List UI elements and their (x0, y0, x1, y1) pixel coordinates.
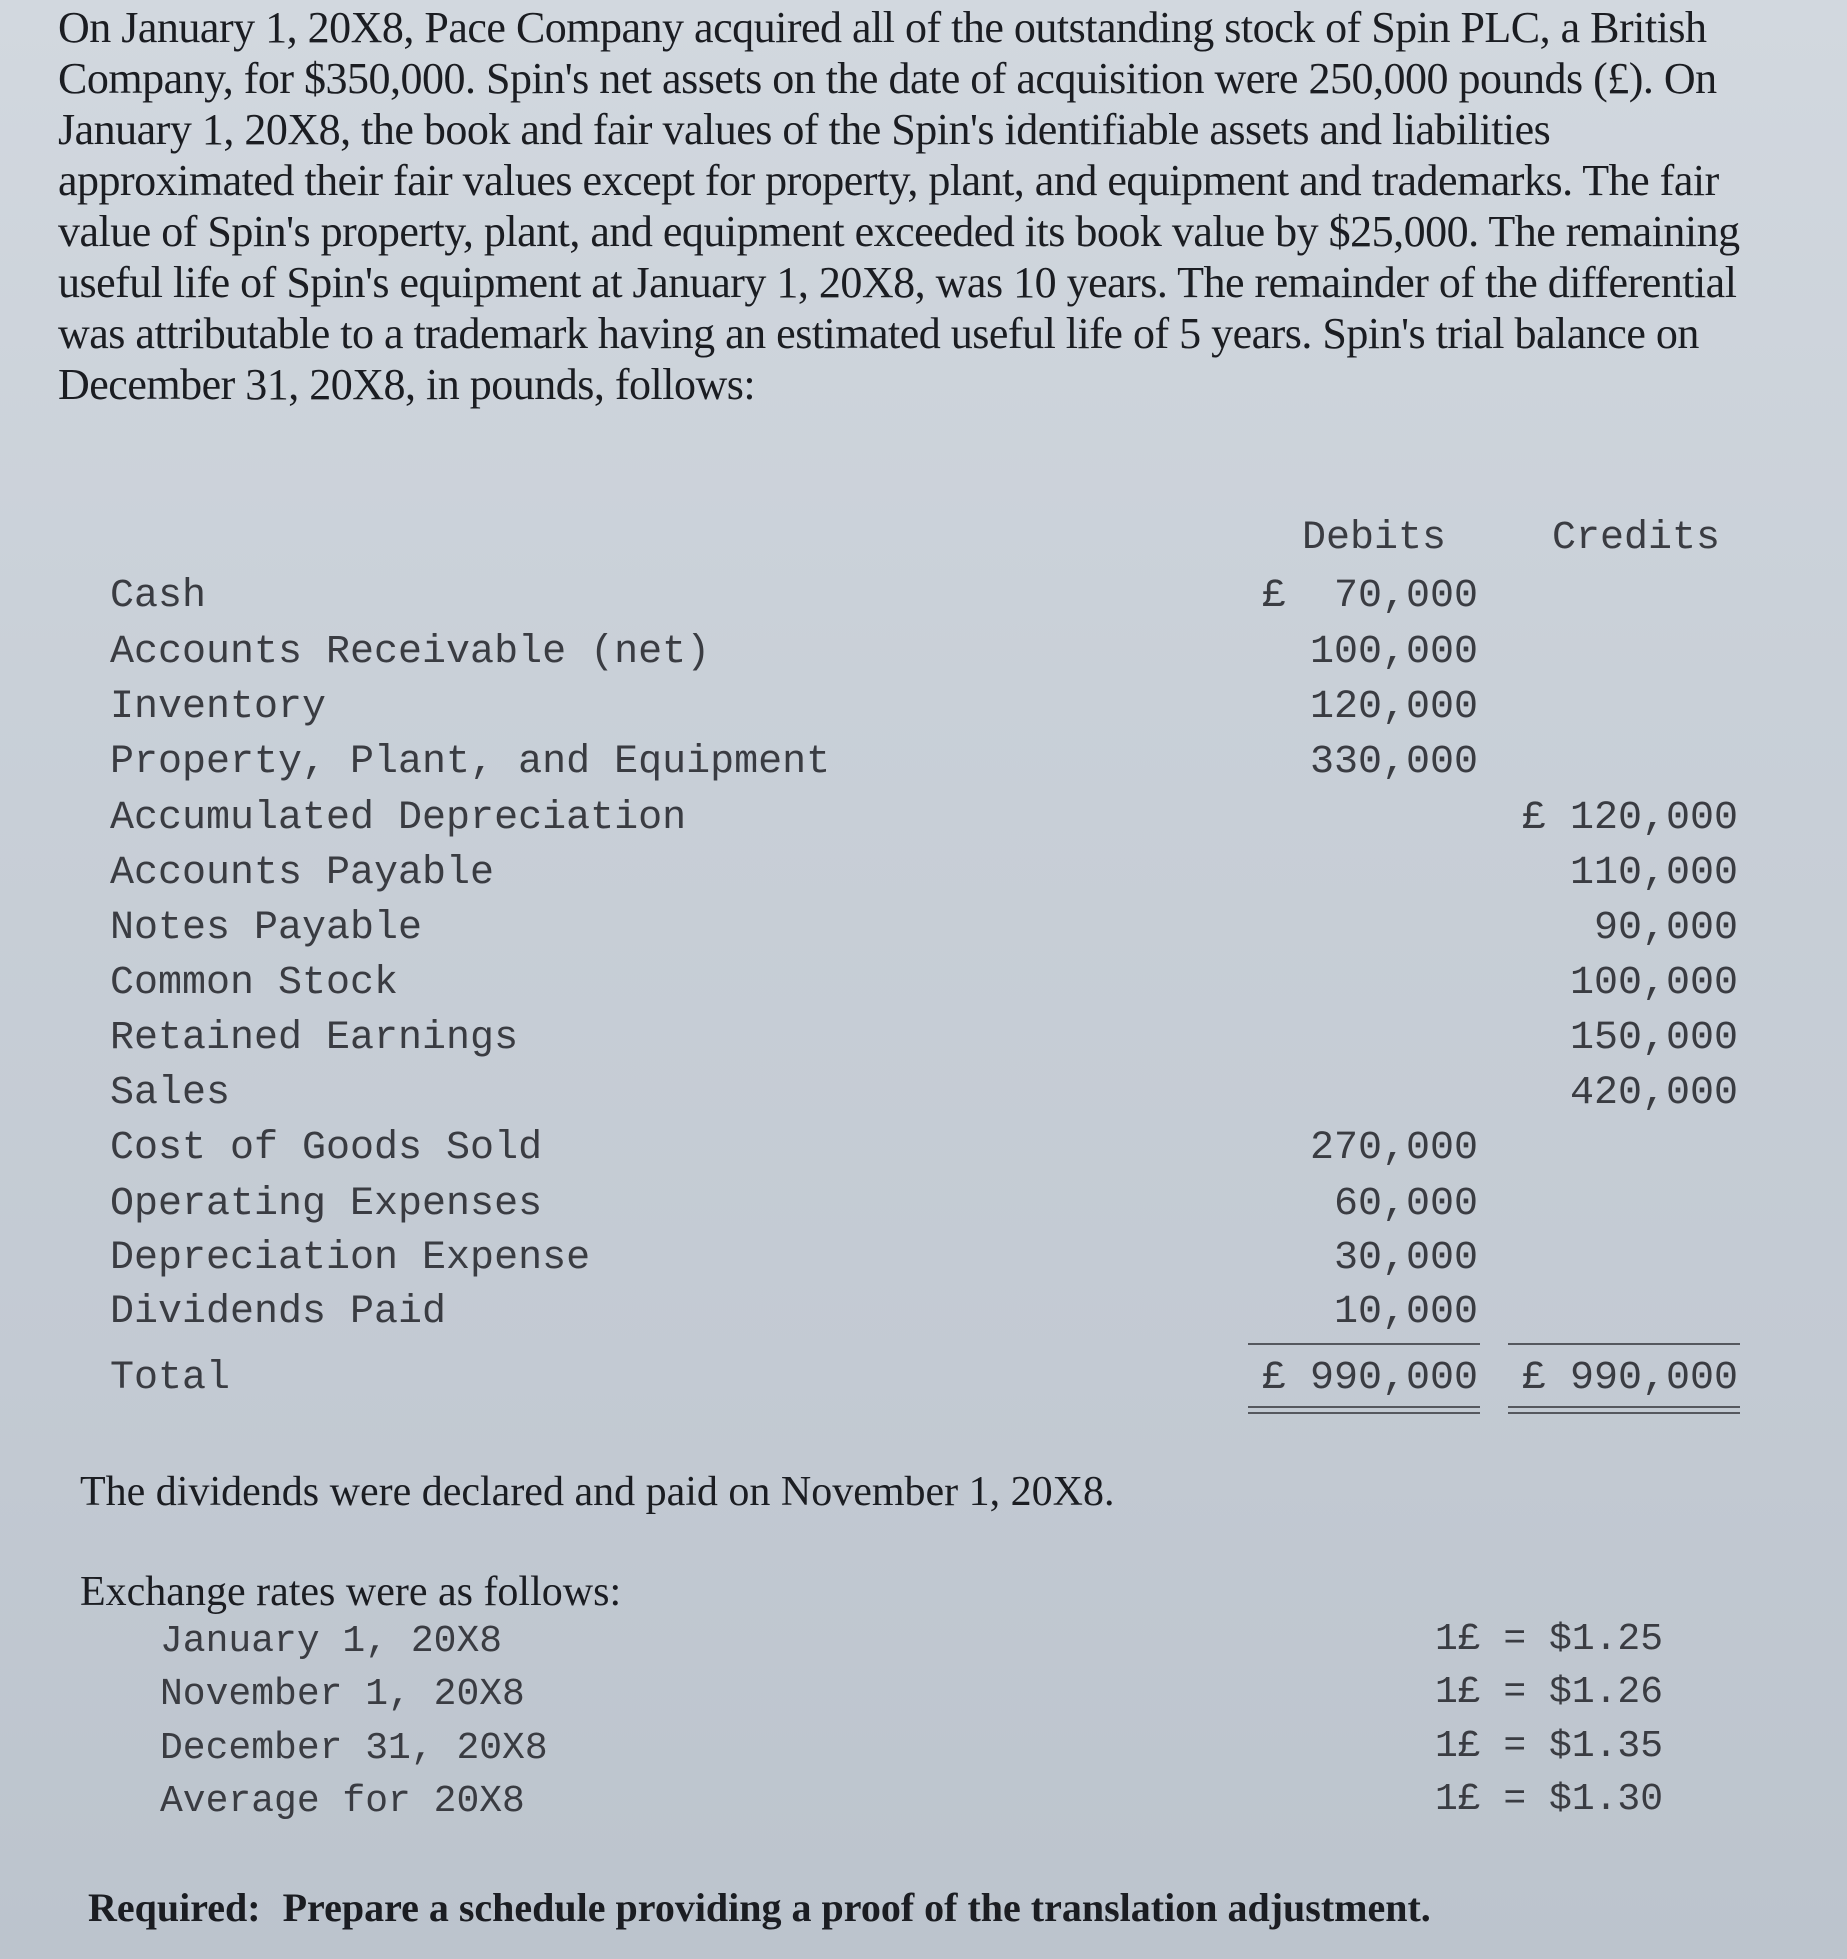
rate-value-nov-1: 1£ = $1.26 (1435, 1671, 1664, 1714)
dividends-note: The dividends were declared and paid on November 1, 20X8. (80, 1469, 1115, 1515)
credit-accounts-payable: 110,000 (1569, 851, 1738, 896)
account-common-stock: Common Stock (110, 961, 399, 1006)
account-cost-of-goods-sold: Cost of Goods Sold (110, 1126, 543, 1171)
account-dividends-paid: Dividends Paid (110, 1290, 447, 1335)
account-sales: Sales (110, 1071, 231, 1116)
account-operating-expenses: Operating Expenses (110, 1182, 543, 1227)
credit-double-rule (1508, 1406, 1740, 1414)
credit-total-rule (1508, 1343, 1740, 1345)
debit-ppe: 330,000 (1309, 740, 1478, 785)
rate-date-average: Average for 20X8 (160, 1780, 525, 1823)
account-ppe: Property, Plant, and Equipment (110, 740, 831, 785)
credit-notes-payable: 90,000 (1593, 906, 1738, 951)
rate-date-nov-1: November 1, 20X8 (160, 1673, 525, 1716)
debit-total-rule (1248, 1343, 1480, 1345)
debit-operating-expenses: 60,000 (1333, 1182, 1478, 1227)
debit-inventory: 120,000 (1309, 685, 1478, 730)
debit-double-rule (1248, 1406, 1480, 1414)
credits-header: Credits (1552, 516, 1721, 561)
debit-cost-of-goods-sold: 270,000 (1309, 1126, 1478, 1171)
credit-common-stock: 100,000 (1569, 961, 1738, 1006)
account-retained-earnings: Retained Earnings (110, 1016, 519, 1061)
required-label: Required: (88, 1885, 261, 1930)
debit-accounts-receivable: 100,000 (1309, 630, 1478, 675)
account-inventory: Inventory (110, 685, 327, 730)
account-accounts-receivable: Accounts Receivable (net) (110, 630, 711, 675)
credit-retained-earnings: 150,000 (1569, 1016, 1738, 1061)
rate-value-jan-1: 1£ = $1.25 (1435, 1618, 1664, 1661)
rate-value-average: 1£ = $1.30 (1435, 1778, 1664, 1821)
credit-sales: 420,000 (1569, 1071, 1738, 1116)
required-text: Prepare a schedule providing a proof of the translation adjustment. (282, 1885, 1431, 1930)
debit-dividends-paid: 10,000 (1333, 1290, 1478, 1335)
rate-date-dec-31: December 31, 20X8 (160, 1727, 548, 1770)
debits-header: Debits (1302, 516, 1447, 561)
account-notes-payable: Notes Payable (110, 906, 423, 951)
problem-intro: On January 1, 20X8, Pace Company acquired all of the outstanding stock of Spin PLC, a British Company, for $350,000. Spin's net assets on the date of acquisition were 250,000 pounds (£). On January 1, 20X8, the book and fair values of the Spin's identifiable assets and liabilities approximated their fair values except for property, plant, and equipment and trademarks. The fair value of Spin's property, plant, and equipment exceeded its book value by $25,000. The remaining useful life of Spin's equipment at January 1, 20X8, was 10 years. The remainder of the differential was attributable to a trademark having an estimated useful life of 5 years. Spin's trial balance on December 31, 20X8, in pounds, follows: (58, 3, 1740, 409)
debit-cash: £ 70,000 (1261, 574, 1478, 619)
debit-total: £ 990,000 (1261, 1356, 1478, 1401)
account-accounts-payable: Accounts Payable (110, 851, 495, 896)
rate-date-jan-1: January 1, 20X8 (160, 1620, 503, 1663)
account-depreciation-expense: Depreciation Expense (110, 1236, 591, 1281)
credit-total: £ 990,000 (1521, 1356, 1738, 1401)
credit-accumulated-depreciation: £ 120,000 (1521, 796, 1738, 841)
account-accumulated-depreciation: Accumulated Depreciation (110, 796, 687, 841)
account-cash: Cash (110, 574, 207, 619)
rate-value-dec-31: 1£ = $1.35 (1435, 1725, 1664, 1768)
debit-depreciation-expense: 30,000 (1333, 1236, 1478, 1281)
required-instruction (88, 1884, 1431, 1931)
account-total: Total (110, 1356, 231, 1401)
exchange-rates-heading: Exchange rates were as follows: (80, 1569, 622, 1615)
